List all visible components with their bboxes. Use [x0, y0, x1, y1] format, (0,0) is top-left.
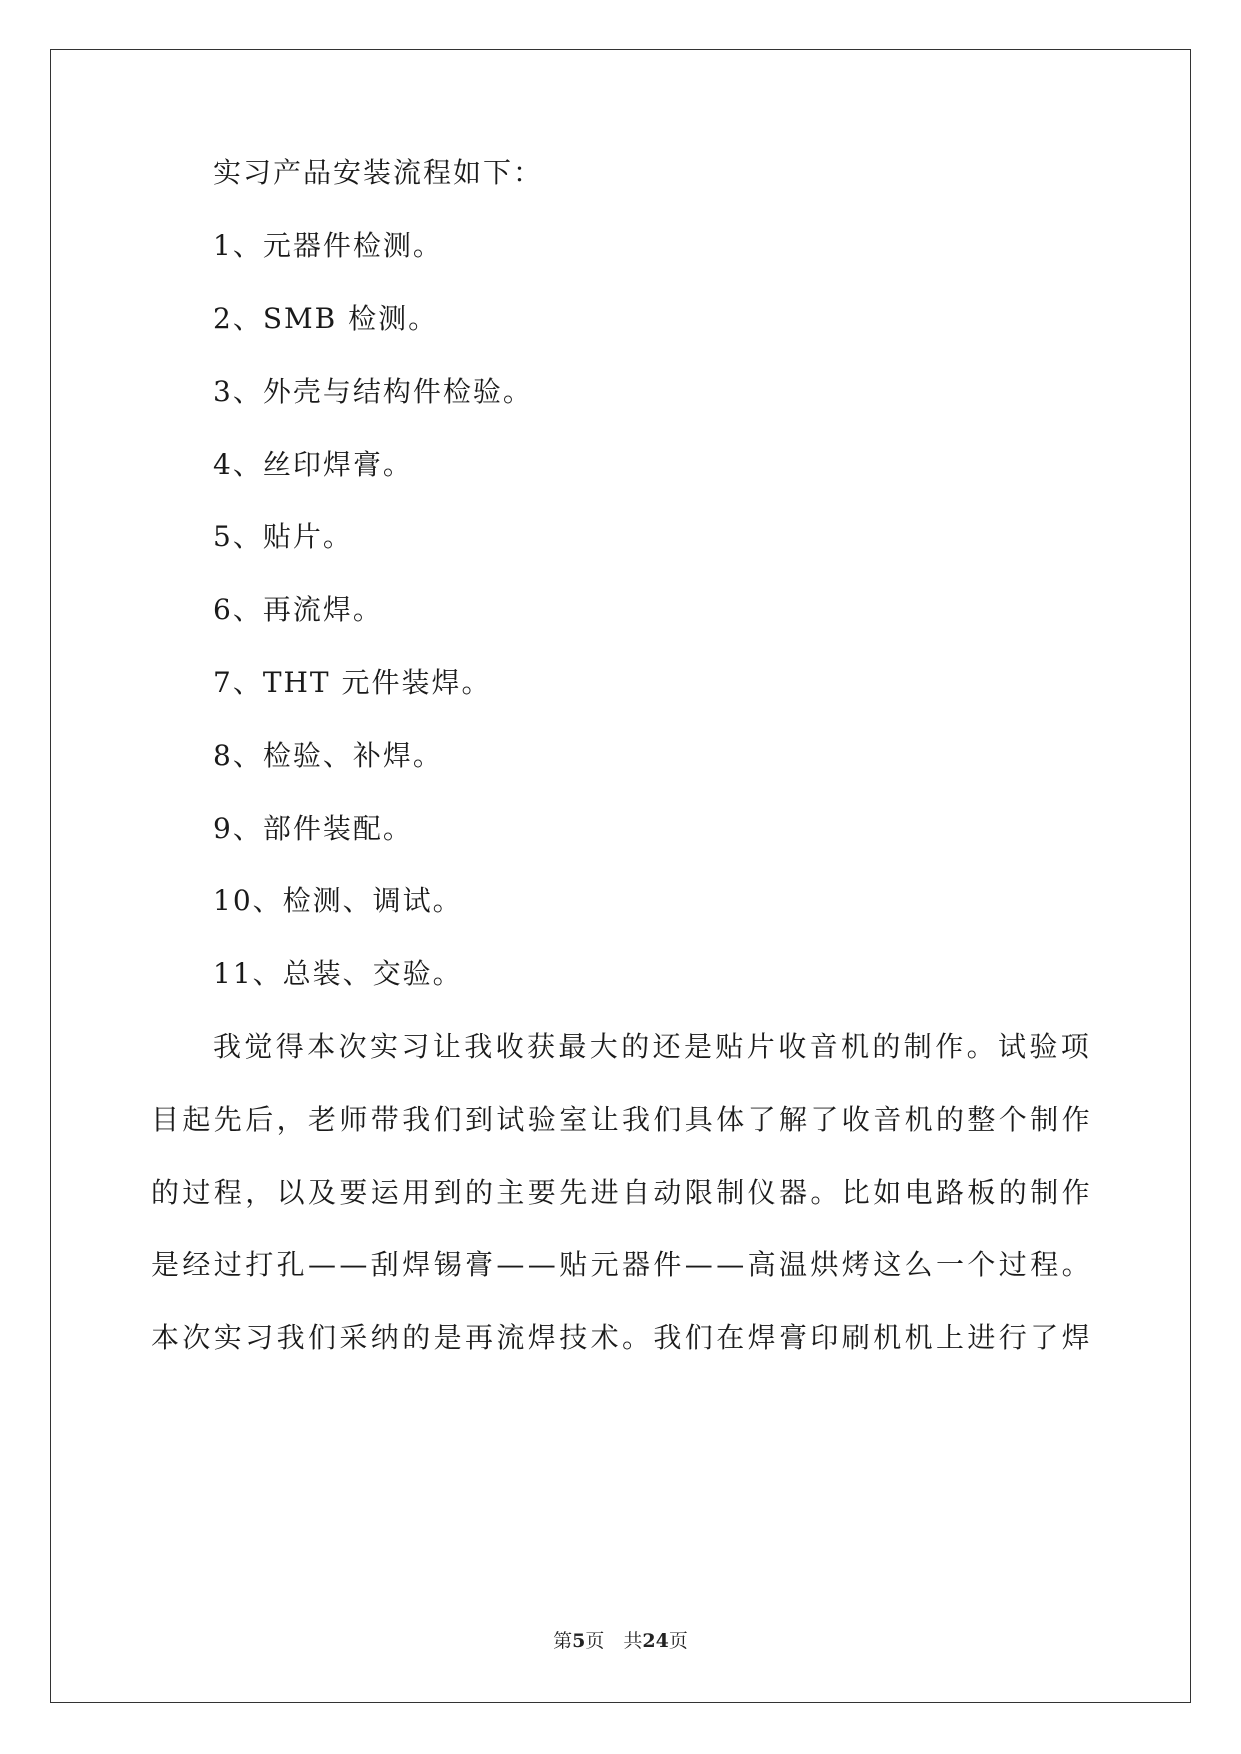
step-item: 5、贴片。: [213, 520, 353, 553]
page-footer: [0, 1629, 1241, 1653]
step-item: 2、SMB 检测。: [213, 302, 439, 335]
intro-line: 实习产品安装流程如下：: [213, 156, 544, 189]
paragraph-line: 是经过打孔——刮焊锡膏——贴元器件——高温烘烤这么一个过程。: [151, 1248, 1094, 1281]
step-item: 10、检测、调试。: [213, 884, 463, 917]
step-item: 6、再流焊。: [213, 593, 383, 626]
paragraph-line: 的过程，以及要运用到的主要先进自动限制仪器。比如电路板的制作: [151, 1176, 1094, 1209]
current-page-number: 5: [572, 1630, 586, 1652]
step-item: 3、外壳与结构件检验。: [213, 375, 533, 408]
paragraph-line: 目起先后，老师带我们到试验室让我们具体了解了收音机的整个制作: [151, 1103, 1094, 1136]
footer-mid: 页 共: [585, 1630, 643, 1652]
step-item: 9、部件装配。: [213, 812, 413, 845]
paragraph-line: 本次实习我们采纳的是再流焊技术。我们在焊膏印刷机机上进行了焊: [151, 1321, 1094, 1354]
page-border: [50, 49, 1191, 1703]
step-item: 11、总装、交验。: [213, 957, 463, 990]
step-item: 4、丝印焊膏。: [213, 448, 413, 481]
footer-prefix: 第: [553, 1630, 573, 1652]
step-item: 1、元器件检测。: [213, 229, 443, 262]
step-item: 8、检验、补焊。: [213, 739, 443, 772]
total-page-number: 24: [642, 1630, 669, 1652]
step-item: 7、THT 元件装焊。: [213, 666, 492, 699]
footer-suffix: 页: [668, 1630, 688, 1652]
paragraph-line: 我觉得本次实习让我收获最大的还是贴片收音机的制作。试验项: [213, 1030, 1093, 1063]
